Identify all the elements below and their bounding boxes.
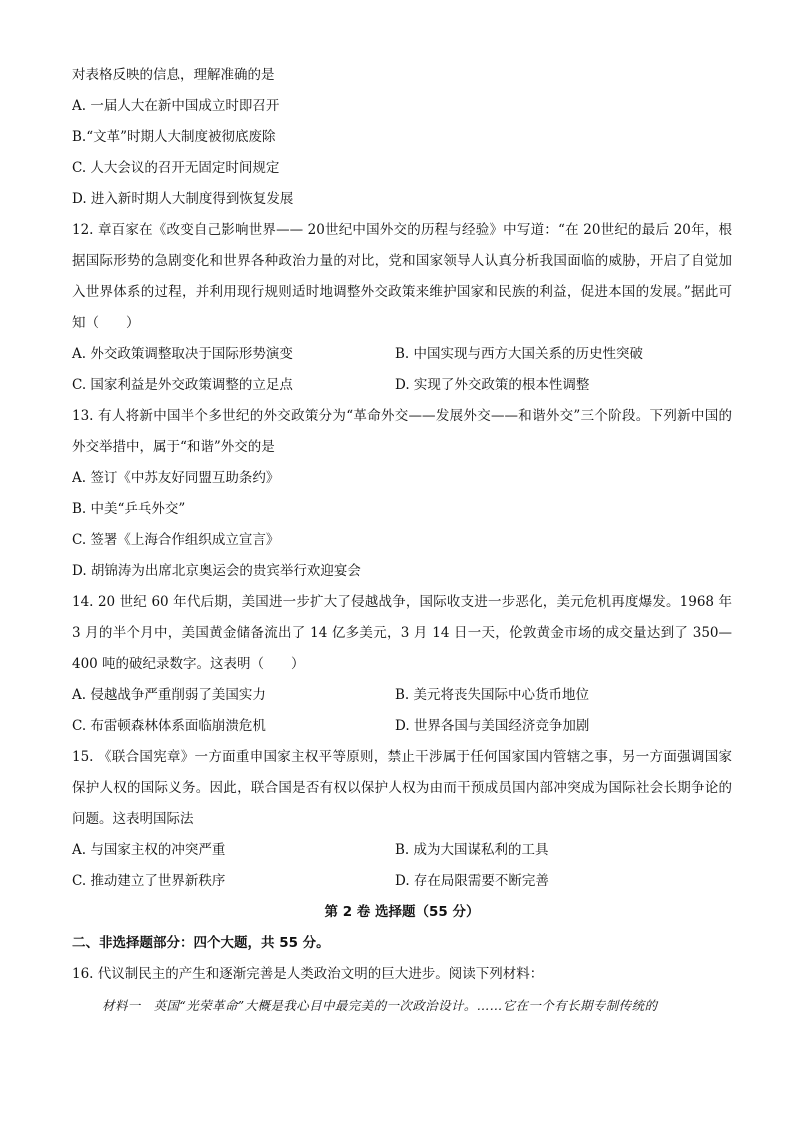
q12-option-a: A. 外交政策调整取决于国际形势演变 (72, 346, 293, 362)
q14-option-d: D. 世界各国与美国经济竞争加剧 (395, 718, 590, 734)
q12-stem: 12. 章百家在《改变自己影响世界—— 20世纪中国外交的历程与经验》中写道：“在 20世纪的最后 20年，根据国际形势的急剧变化和世界各种政治力量的对比，党和国家领导人认真分析我国面临的威胁，开启了自觉加入世界体系的过程，并利用现行规则适时地调整外交政策来维护国家和民族的利益，促进本国的发展。”据此可知（ ） (72, 222, 732, 331)
q14-options-row-1 (72, 680, 732, 711)
q13-option-c: C. 签署《上海合作组织成立宣言》 (72, 532, 280, 548)
exam-page (72, 60, 732, 1021)
q15-option-d: D. 存在局限需要不断完善 (395, 873, 549, 889)
q14-options-row-2 (72, 711, 732, 742)
q11-option-c: C. 人大会议的召开无固定时间规定 (72, 160, 280, 176)
q14-stem: 14. 20 世纪 60 年代后期，美国进一步扩大了侵越战争，国际收支进一步恶化，美元危机再度爆发。1968 年 3 月的半个月中，美国黄金储备流出了 14 亿多美元，3 月 14 日一天，伦敦黄金市场的成交量达到了 350—400 吨的破纪录数字。这表明（ ） (72, 594, 732, 672)
q13-stem: 13. 有人将新中国半个多世纪的外交政策分为“革命外交——发展外交——和谐外交”三个阶段。下列新中国的外交举措中，属于“和谐”外交的是 (72, 408, 732, 455)
q12-options-row-1 (72, 339, 732, 370)
q14-option-a: A. 侵越战争严重削弱了美国实力 (72, 687, 266, 703)
q13-option-d: D. 胡锦涛为出席北京奥运会的贵宾举行欢迎宴会 (72, 563, 361, 579)
q15-option-c: C. 推动建立了世界新秩序 (72, 873, 226, 889)
q15-option-a: A. 与国家主权的冲突严重 (72, 842, 226, 858)
q12-option-b: B. 中国实现与西方大国关系的历史性突破 (395, 346, 644, 362)
q11-option-b: B.“文革”时期人大制度被彻底废除 (72, 129, 276, 145)
q13-option-b: B. 中美“乒乓外交” (72, 501, 186, 517)
q14-option-b: B. 美元将丧失国际中心货币地位 (395, 687, 590, 703)
q12-option-d: D. 实现了外交政策的根本性调整 (395, 377, 590, 393)
q15-options-row-2 (72, 866, 732, 897)
q15-option-b: B. 成为大国谋私利的工具 (395, 842, 549, 858)
q16-stem: 16. 代议制民主的产生和逐渐完善是人类政治文明的巨大进步。阅读下列材料： (72, 966, 544, 982)
q13-option-a: A. 签订《中苏友好同盟互助条约》 (72, 470, 280, 486)
q14-option-c: C. 布雷顿森林体系面临崩溃危机 (72, 718, 266, 734)
section-2-title: 第 2 卷 选择题（55 分） (324, 904, 480, 920)
q16-material-1: 材料一 英国“光荣革命”大概是我心目中最完美的一次政治设计。……它在一个有长期专制传统的 (102, 998, 658, 1013)
part-2-title: 二、非选择题部分：四个大题，共 55 分。 (72, 935, 330, 951)
q11-option-a: A. 一届人大在新中国成立时即召开 (72, 98, 280, 114)
q11-stem-tail: 对表格反映的信息，理解准确的是 (72, 67, 275, 83)
q15-options-row-1 (72, 835, 732, 866)
q15-stem: 15. 《联合国宪章》一方面重申国家主权平等原则，禁止干涉属于任何国家国内管辖之事，另一方面强调国家保护人权的国际义务。因此，联合国是否有权以保护人权为由而干预成员国内部冲突成为国际社会长期争论的问题。这表明国际法 (72, 749, 732, 827)
q11-option-d: D. 进入新时期人大制度得到恢复发展 (72, 191, 294, 207)
q12-options-row-2 (72, 370, 732, 401)
q12-option-c: C. 国家利益是外交政策调整的立足点 (72, 377, 293, 393)
